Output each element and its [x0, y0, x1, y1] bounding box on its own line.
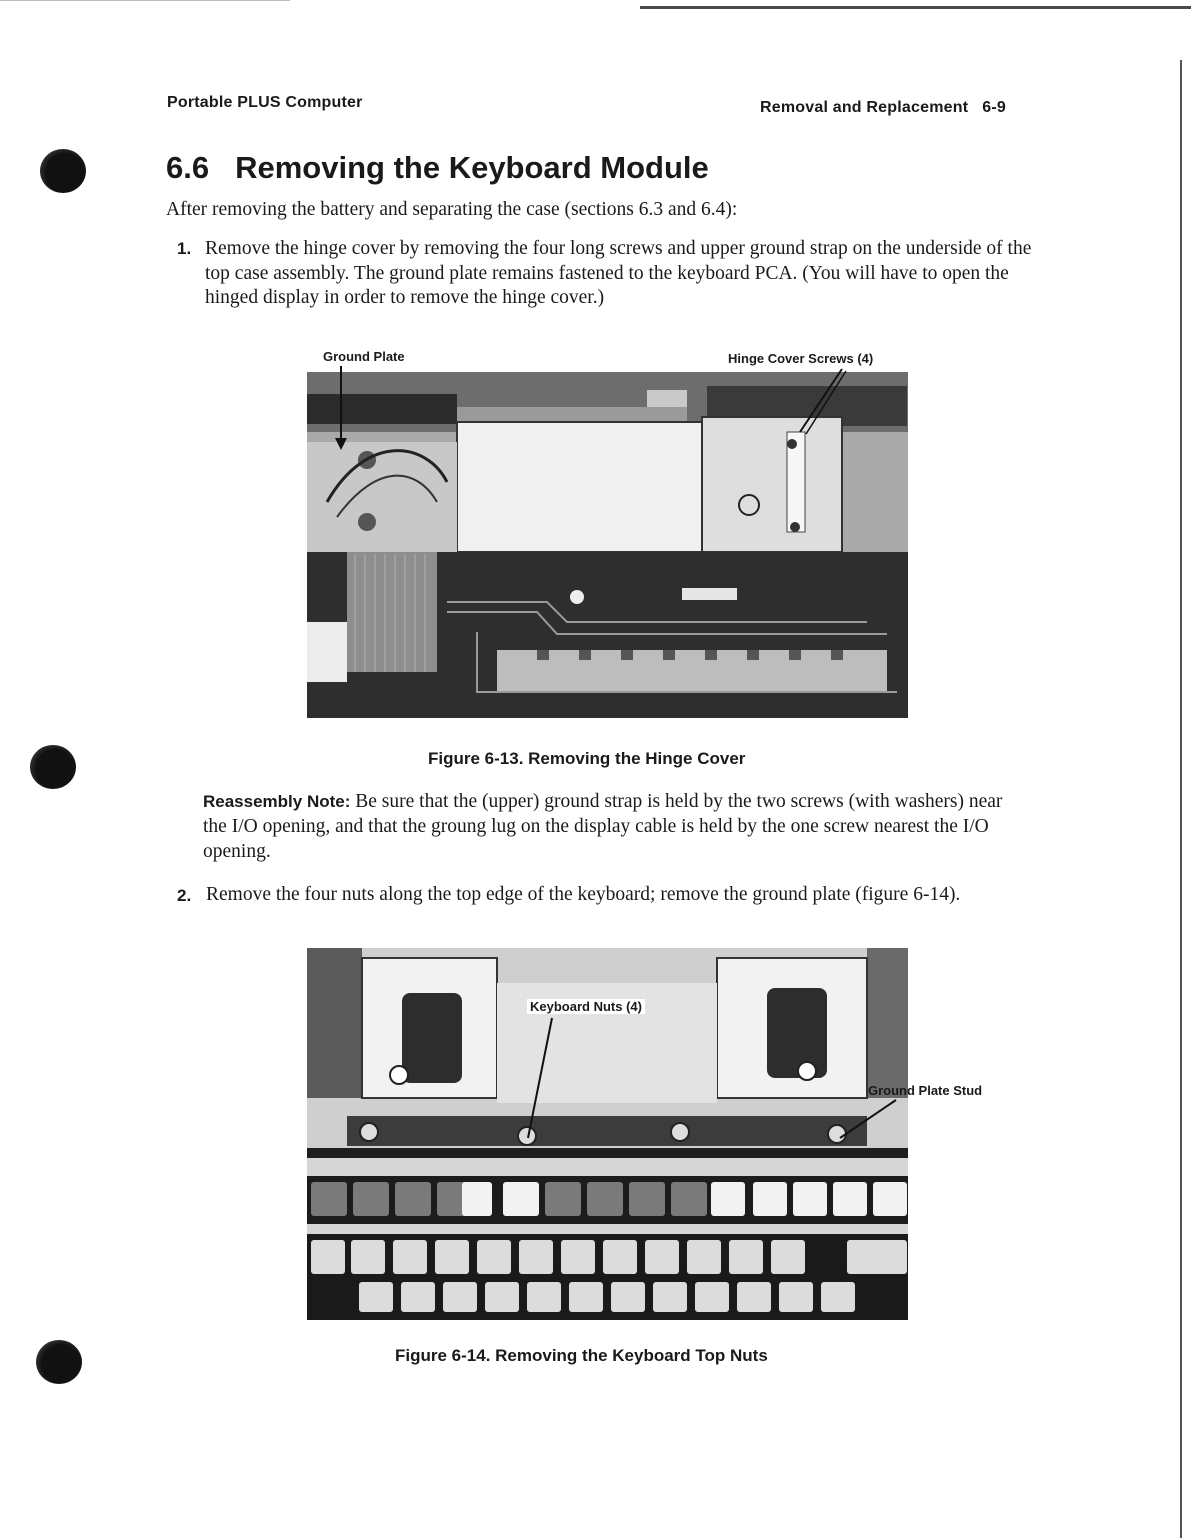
- binder-hole: [36, 1340, 82, 1384]
- section-heading: [166, 150, 709, 186]
- step-text: Remove the four nuts along the top edge of the keyboard; remove the ground plate (figure 6-14).: [206, 884, 961, 905]
- section-number: 6.6: [166, 150, 210, 185]
- figure-6-13-leader-lines: [300, 360, 920, 470]
- step-text: Remove the hinge cover by removing the four long screws and upper ground strap on the underside of the top case assembly. The ground plate remains fastened to the keyboard PCA. (You will have to open the hinged display in order to remove the hinge cover.): [205, 238, 1032, 308]
- step-number: 1.: [177, 239, 192, 258]
- running-header-section: [760, 99, 1006, 117]
- callout-keyboard-nuts: Keyboard Nuts (4): [527, 999, 645, 1014]
- running-header-title: Portable PLUS Computer: [167, 94, 363, 111]
- callout-hinge-screws: Hinge Cover Screws (4): [728, 351, 874, 366]
- reassembly-note: [203, 789, 1015, 864]
- callout-ground-stud: Ground Plate Stud: [868, 1083, 983, 1098]
- binder-hole: [40, 149, 86, 193]
- scan-edge-line: [0, 0, 290, 1]
- callout-ground-plate: Ground Plate: [323, 349, 405, 364]
- figure-6-14-caption: Figure 6-14. Removing the Keyboard Top Nuts: [395, 1346, 768, 1365]
- binder-hole: [30, 745, 76, 789]
- note-label: Reassembly Note:: [203, 792, 351, 811]
- step-number: 2.: [177, 886, 192, 905]
- step-2: [177, 883, 1056, 908]
- section-title: Removing the Keyboard Module: [235, 150, 709, 185]
- figure-6-14-leader-lines: [300, 990, 920, 1160]
- intro-paragraph: After removing the battery and separating the case (sections 6.3 and 6.4):: [166, 199, 738, 220]
- figure-6-13-caption: Figure 6-13. Removing the Hinge Cover: [428, 749, 746, 768]
- scan-edge-line: [1180, 60, 1182, 1538]
- running-header-chapter: Removal and Replacement: [760, 99, 969, 116]
- step-1: [177, 237, 1051, 311]
- note-text: Be sure that the (upper) ground strap is held by the two screws (with washers) near the I/O opening, and that the groung lug on the display cable is held by the one screw nearest the I/O opening.: [203, 791, 1003, 862]
- scan-edge-line: [640, 6, 1191, 9]
- page-number: 6-9: [982, 99, 1006, 116]
